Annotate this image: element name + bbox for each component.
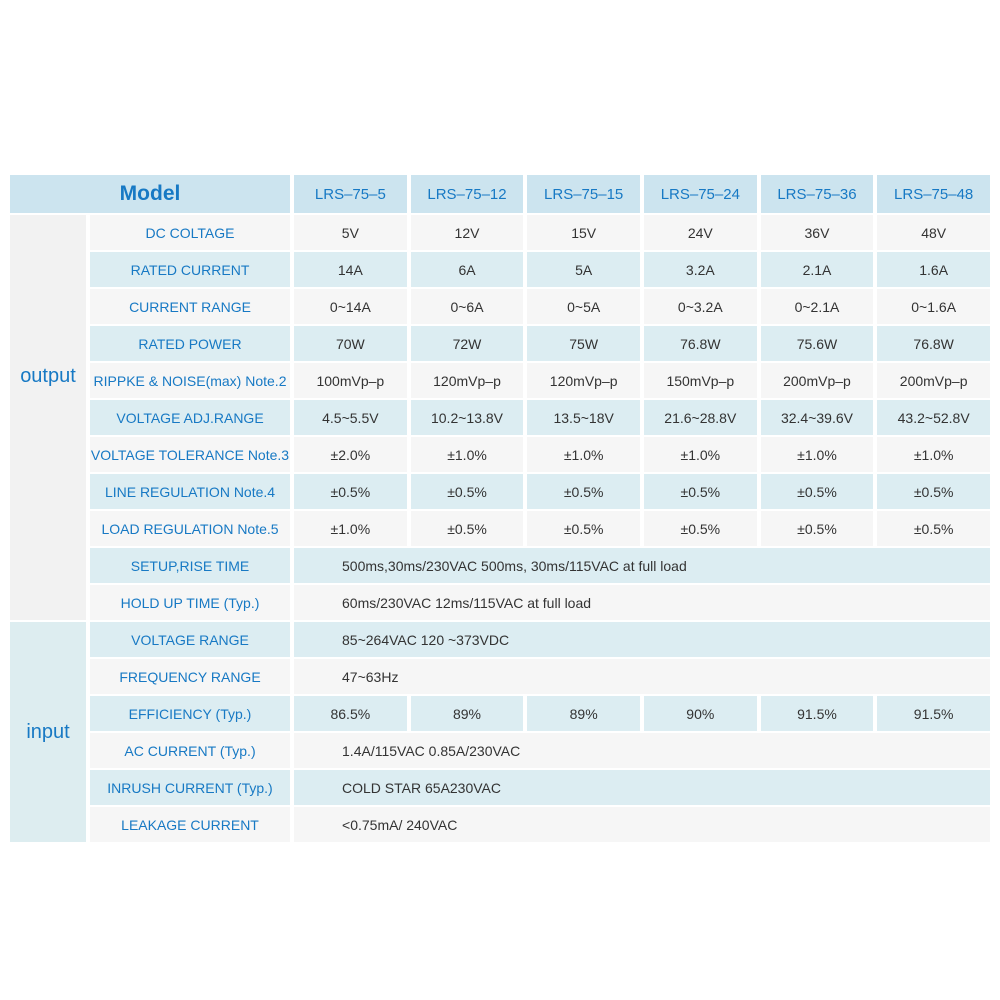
value-cell: 200mVp–p bbox=[877, 363, 990, 398]
value-cell: ±0.5% bbox=[877, 474, 990, 509]
spec-row bbox=[10, 659, 990, 694]
row-label: RATED CURRENT bbox=[90, 252, 290, 287]
row-label: AC CURRENT (Typ.) bbox=[90, 733, 290, 768]
value-cell: ±0.5% bbox=[644, 474, 757, 509]
value-cell: ±1.0% bbox=[761, 437, 874, 472]
value-cell: ±0.5% bbox=[527, 511, 640, 546]
section-label-input: input bbox=[26, 720, 70, 743]
spec-row bbox=[10, 474, 990, 509]
spec-row bbox=[10, 326, 990, 361]
row-label: EFFICIENCY (Typ.) bbox=[90, 696, 290, 731]
value-cell: ±1.0% bbox=[644, 437, 757, 472]
value-cell: 6A bbox=[411, 252, 524, 287]
spec-row bbox=[10, 807, 990, 842]
value-cell: ±0.5% bbox=[527, 474, 640, 509]
row-label: LINE REGULATION Note.4 bbox=[90, 474, 290, 509]
row-label: RATED POWER bbox=[90, 326, 290, 361]
row-label: RIPPKE & NOISE(max) Note.2 bbox=[90, 363, 290, 398]
spec-row bbox=[10, 437, 990, 472]
row-label: INRUSH CURRENT (Typ.) bbox=[90, 770, 290, 805]
value-cell: ±0.5% bbox=[294, 474, 407, 509]
row-label: LEAKAGE CURRENT bbox=[90, 807, 290, 842]
row-label: FREQUENCY RANGE bbox=[90, 659, 290, 694]
value-cell: 43.2~52.8V bbox=[877, 400, 990, 435]
model-header-cell: Model bbox=[10, 175, 290, 213]
section-cell-output bbox=[10, 215, 86, 620]
column-header-lrs-75-24: LRS–75–24 bbox=[644, 175, 757, 213]
row-label: VOLTAGE ADJ.RANGE bbox=[90, 400, 290, 435]
value-cell: ±0.5% bbox=[644, 511, 757, 546]
value-cell: 100mVp–p bbox=[294, 363, 407, 398]
row-label: HOLD UP TIME (Typ.) bbox=[90, 585, 290, 620]
spec-row bbox=[10, 289, 990, 324]
value-cell: 70W bbox=[294, 326, 407, 361]
value-cell: 13.5~18V bbox=[527, 400, 640, 435]
column-header-lrs-75-48: LRS–75–48 bbox=[877, 175, 990, 213]
value-cell: ±1.0% bbox=[527, 437, 640, 472]
spec-row bbox=[10, 215, 990, 250]
column-header-lrs-75-12: LRS–75–12 bbox=[411, 175, 524, 213]
value-cell: 36V bbox=[761, 215, 874, 250]
merged-value-cell: COLD STAR 65A230VAC bbox=[294, 770, 990, 805]
value-cell: ±0.5% bbox=[411, 474, 524, 509]
value-cell: 120mVp–p bbox=[411, 363, 524, 398]
value-cell: 5A bbox=[527, 252, 640, 287]
row-label: VOLTAGE RANGE bbox=[90, 622, 290, 657]
merged-value-cell: 47~63Hz bbox=[294, 659, 990, 694]
value-cell: 76.8W bbox=[644, 326, 757, 361]
value-cell: 91.5% bbox=[761, 696, 874, 731]
value-cell: 1.6A bbox=[877, 252, 990, 287]
section-cell-input bbox=[10, 622, 86, 842]
value-cell: 120mVp–p bbox=[527, 363, 640, 398]
spec-row bbox=[10, 585, 990, 620]
value-cell: 5V bbox=[294, 215, 407, 250]
section-label-output: output bbox=[20, 365, 76, 387]
spec-row bbox=[10, 733, 990, 768]
value-cell: 89% bbox=[411, 696, 524, 731]
value-cell: 75.6W bbox=[761, 326, 874, 361]
merged-value-cell: 1.4A/115VAC 0.85A/230VAC bbox=[294, 733, 990, 768]
value-cell: 0~14A bbox=[294, 289, 407, 324]
row-label: LOAD REGULATION Note.5 bbox=[90, 511, 290, 546]
spec-row bbox=[10, 548, 990, 583]
value-cell: 86.5% bbox=[294, 696, 407, 731]
spec-row bbox=[10, 511, 990, 546]
value-cell: 150mVp–p bbox=[644, 363, 757, 398]
spec-row bbox=[10, 696, 990, 731]
value-cell: 0~1.6A bbox=[877, 289, 990, 324]
spec-row bbox=[10, 770, 990, 805]
value-cell: 0~2.1A bbox=[761, 289, 874, 324]
value-cell: 0~5A bbox=[527, 289, 640, 324]
row-label: CURRENT RANGE bbox=[90, 289, 290, 324]
column-header-lrs-75-15: LRS–75–15 bbox=[527, 175, 640, 213]
header-row bbox=[10, 175, 990, 213]
column-header-lrs-75-36: LRS–75–36 bbox=[761, 175, 874, 213]
value-cell: 90% bbox=[644, 696, 757, 731]
spec-row bbox=[10, 363, 990, 398]
row-label: VOLTAGE TOLERANCE Note.3 bbox=[90, 437, 290, 472]
spec-row bbox=[10, 252, 990, 287]
value-cell: 14A bbox=[294, 252, 407, 287]
value-cell: ±0.5% bbox=[411, 511, 524, 546]
value-cell: 91.5% bbox=[877, 696, 990, 731]
value-cell: 3.2A bbox=[644, 252, 757, 287]
value-cell: 12V bbox=[411, 215, 524, 250]
value-cell: ±2.0% bbox=[294, 437, 407, 472]
merged-value-cell: 500ms,30ms/230VAC 500ms, 30ms/115VAC at full load bbox=[294, 548, 990, 583]
row-label: DC COLTAGE bbox=[90, 215, 290, 250]
spec-table-container bbox=[6, 173, 994, 844]
value-cell: ±1.0% bbox=[411, 437, 524, 472]
value-cell: 10.2~13.8V bbox=[411, 400, 524, 435]
value-cell: 21.6~28.8V bbox=[644, 400, 757, 435]
value-cell: 72W bbox=[411, 326, 524, 361]
value-cell: ±0.5% bbox=[761, 511, 874, 546]
value-cell: 32.4~39.6V bbox=[761, 400, 874, 435]
value-cell: 76.8W bbox=[877, 326, 990, 361]
column-header-lrs-75-5: LRS–75–5 bbox=[294, 175, 407, 213]
value-cell: 0~3.2A bbox=[644, 289, 757, 324]
value-cell: ±0.5% bbox=[877, 511, 990, 546]
value-cell: 4.5~5.5V bbox=[294, 400, 407, 435]
value-cell: 75W bbox=[527, 326, 640, 361]
value-cell: 15V bbox=[527, 215, 640, 250]
value-cell: 200mVp–p bbox=[761, 363, 874, 398]
row-label: SETUP,RISE TIME bbox=[90, 548, 290, 583]
value-cell: 48V bbox=[877, 215, 990, 250]
power-supply-spec-table bbox=[6, 173, 994, 844]
spec-row bbox=[10, 622, 990, 657]
spec-row bbox=[10, 400, 990, 435]
value-cell: 24V bbox=[644, 215, 757, 250]
value-cell: 2.1A bbox=[761, 252, 874, 287]
merged-value-cell: <0.75mA/ 240VAC bbox=[294, 807, 990, 842]
value-cell: ±1.0% bbox=[294, 511, 407, 546]
merged-value-cell: 60ms/230VAC 12ms/115VAC at full load bbox=[294, 585, 990, 620]
value-cell: ±1.0% bbox=[877, 437, 990, 472]
merged-value-cell: 85~264VAC 120 ~373VDC bbox=[294, 622, 990, 657]
value-cell: ±0.5% bbox=[761, 474, 874, 509]
value-cell: 89% bbox=[527, 696, 640, 731]
value-cell: 0~6A bbox=[411, 289, 524, 324]
